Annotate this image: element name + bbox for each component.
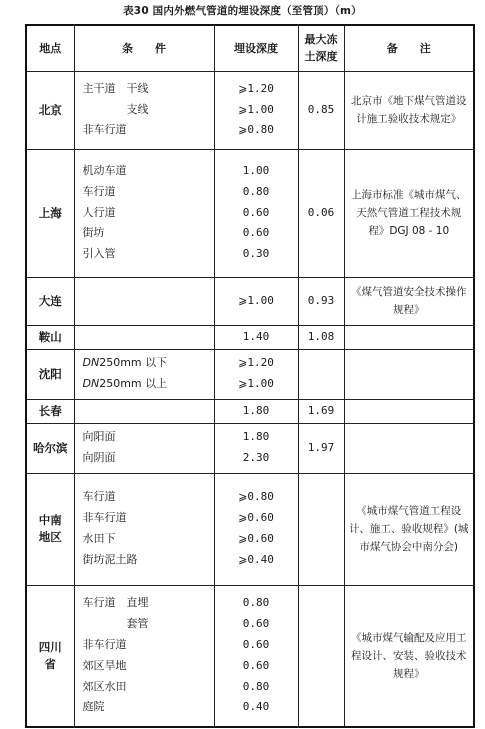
condition-cell [74, 423, 214, 473]
header-row [26, 25, 474, 71]
condition-cell [74, 325, 214, 349]
depth-cell [214, 585, 298, 727]
table-row [26, 423, 474, 473]
condition-cell [74, 71, 214, 149]
depth-value: ⩾0.40 [238, 552, 274, 566]
depth-cell [214, 149, 298, 277]
depth-value: 0.60 [242, 205, 270, 219]
table-row [26, 325, 474, 349]
frost-depth-cell: 1.08 [298, 325, 344, 349]
table-row [26, 399, 474, 423]
condition-text: 非车行道 [82, 637, 127, 651]
condition-text: 街坊 [82, 226, 105, 240]
table-row [26, 585, 474, 727]
depth-value: ⩾0.60 [238, 511, 274, 525]
location-cell: 四川 省 [26, 585, 74, 727]
depth-value: ⩾1.00 [238, 102, 274, 116]
condition-cell [74, 399, 214, 423]
condition-text: 街坊泥土路 [82, 552, 138, 566]
remarks-cell [344, 349, 474, 399]
condition-text: 郊区旱地 [82, 658, 127, 672]
condition-text: 水田下 [82, 532, 116, 545]
condition-text: 套管 [82, 617, 149, 631]
table-title: 表30 国内外燃气管道的埋设深度（至管顶）（m） [123, 5, 362, 17]
depth-value: 0.40 [242, 700, 270, 714]
frost-depth-cell: 1.69 [298, 399, 344, 423]
condition-text: 非车行道 [82, 511, 127, 525]
condition-cell [74, 349, 214, 399]
remarks-cell: 《城市煤气输配及应用工程设计、安装、验收技术规程》 [344, 585, 474, 727]
depth-cell [214, 349, 298, 399]
condition-text: 向阴面 [82, 451, 116, 464]
depth-value: 0.60 [242, 637, 270, 651]
condition-text: 人行道 [82, 205, 116, 219]
condition-cell [74, 585, 214, 727]
condition-text: DN250mm 以下 [82, 356, 168, 370]
location-cell: 长春 [26, 399, 74, 423]
depth-value: ⩾1.00 [238, 377, 274, 390]
depth-value: 1.80 [242, 403, 270, 417]
frost-depth-cell: 0.06 [298, 149, 344, 277]
condition-text: 引入管 [82, 247, 116, 261]
condition-cell [74, 149, 214, 277]
remarks-cell: 上海市标准《城市煤气、天然气管道工程技术规程》DGJ 08 - 10 [344, 149, 474, 277]
depth-value: 0.30 [242, 247, 270, 261]
depth-value: 2.30 [242, 451, 270, 464]
depth-cell [214, 71, 298, 149]
depth-value: 0.80 [242, 679, 270, 693]
depth-value: ⩾1.20 [238, 81, 274, 95]
depth-cell [214, 473, 298, 585]
condition-text: 车行道 直埋 [82, 596, 149, 610]
condition-cell [74, 277, 214, 325]
depth-value: 0.80 [242, 596, 270, 610]
depth-cell [214, 277, 298, 325]
remarks-cell [344, 423, 474, 473]
depth-value: 0.80 [242, 184, 270, 198]
frost-depth-cell: 1.97 [298, 423, 344, 473]
location-cell: 中南 地区 [26, 473, 74, 585]
frost-depth-cell: 0.85 [298, 71, 344, 149]
remarks-cell: 《城市煤气管道工程设计、施工、验收规程》(城市煤气协会中南分会) [344, 473, 474, 585]
condition-text: 庭院 [82, 700, 105, 714]
frost-depth-cell [298, 585, 344, 727]
location-cell: 北京 [26, 71, 74, 149]
condition-text: 非车行道 [82, 123, 127, 137]
table-row [26, 149, 474, 277]
condition-text: 车行道 [82, 490, 116, 504]
depth-cell [214, 423, 298, 473]
remarks-cell: 北京市《地下煤气管道设计施工验收技术规定》 [344, 71, 474, 149]
depth-value: ⩾1.20 [238, 356, 274, 370]
location-cell: 哈尔滨 [26, 423, 74, 473]
condition-text: 支线 [82, 102, 149, 116]
header-depth: 埋设深度 [214, 25, 298, 71]
condition-text: 车行道 [82, 184, 116, 198]
frost-depth-cell [298, 473, 344, 585]
depth-value: 0.60 [242, 617, 270, 631]
depth-value: ⩾0.60 [238, 532, 274, 545]
header-location: 地点 [26, 25, 74, 71]
table-row [26, 277, 474, 325]
header-frost-depth: 最大冻土深度 [298, 25, 344, 71]
depth-cell [214, 399, 298, 423]
depth-value: ⩾0.80 [238, 490, 274, 504]
condition-text: 主干道 干线 [82, 81, 149, 95]
depth-value: ⩾0.80 [238, 123, 274, 137]
depth-value: 1.80 [242, 430, 270, 444]
condition-text: DN250mm 以上 [82, 377, 168, 390]
remarks-cell [344, 399, 474, 423]
table-row [26, 71, 474, 149]
condition-text: 向阳面 [82, 430, 116, 444]
frost-depth-cell: 0.93 [298, 277, 344, 325]
header-condition: 条 件 [74, 25, 214, 71]
depth-value: 0.60 [242, 226, 270, 240]
remarks-cell [344, 325, 474, 349]
depth-value: 1.00 [242, 164, 270, 177]
burial-depth-table [25, 24, 475, 728]
condition-text: 郊区水田 [82, 679, 127, 693]
condition-text: 机动车道 [82, 164, 127, 177]
header-remarks: 备 注 [344, 25, 474, 71]
frost-depth-cell [298, 349, 344, 399]
depth-value: 0.60 [242, 658, 270, 672]
depth-value: ⩾1.00 [238, 293, 274, 307]
condition-cell [74, 473, 214, 585]
location-cell: 沈阳 [26, 349, 74, 399]
location-cell: 大连 [26, 277, 74, 325]
table-row [26, 349, 474, 399]
remarks-cell: 《煤气管道安全技术操作规程》 [344, 277, 474, 325]
depth-cell [214, 325, 298, 349]
location-cell: 鞍山 [26, 325, 74, 349]
location-cell: 上海 [26, 149, 74, 277]
table-row [26, 473, 474, 585]
depth-value: 1.40 [242, 329, 270, 343]
